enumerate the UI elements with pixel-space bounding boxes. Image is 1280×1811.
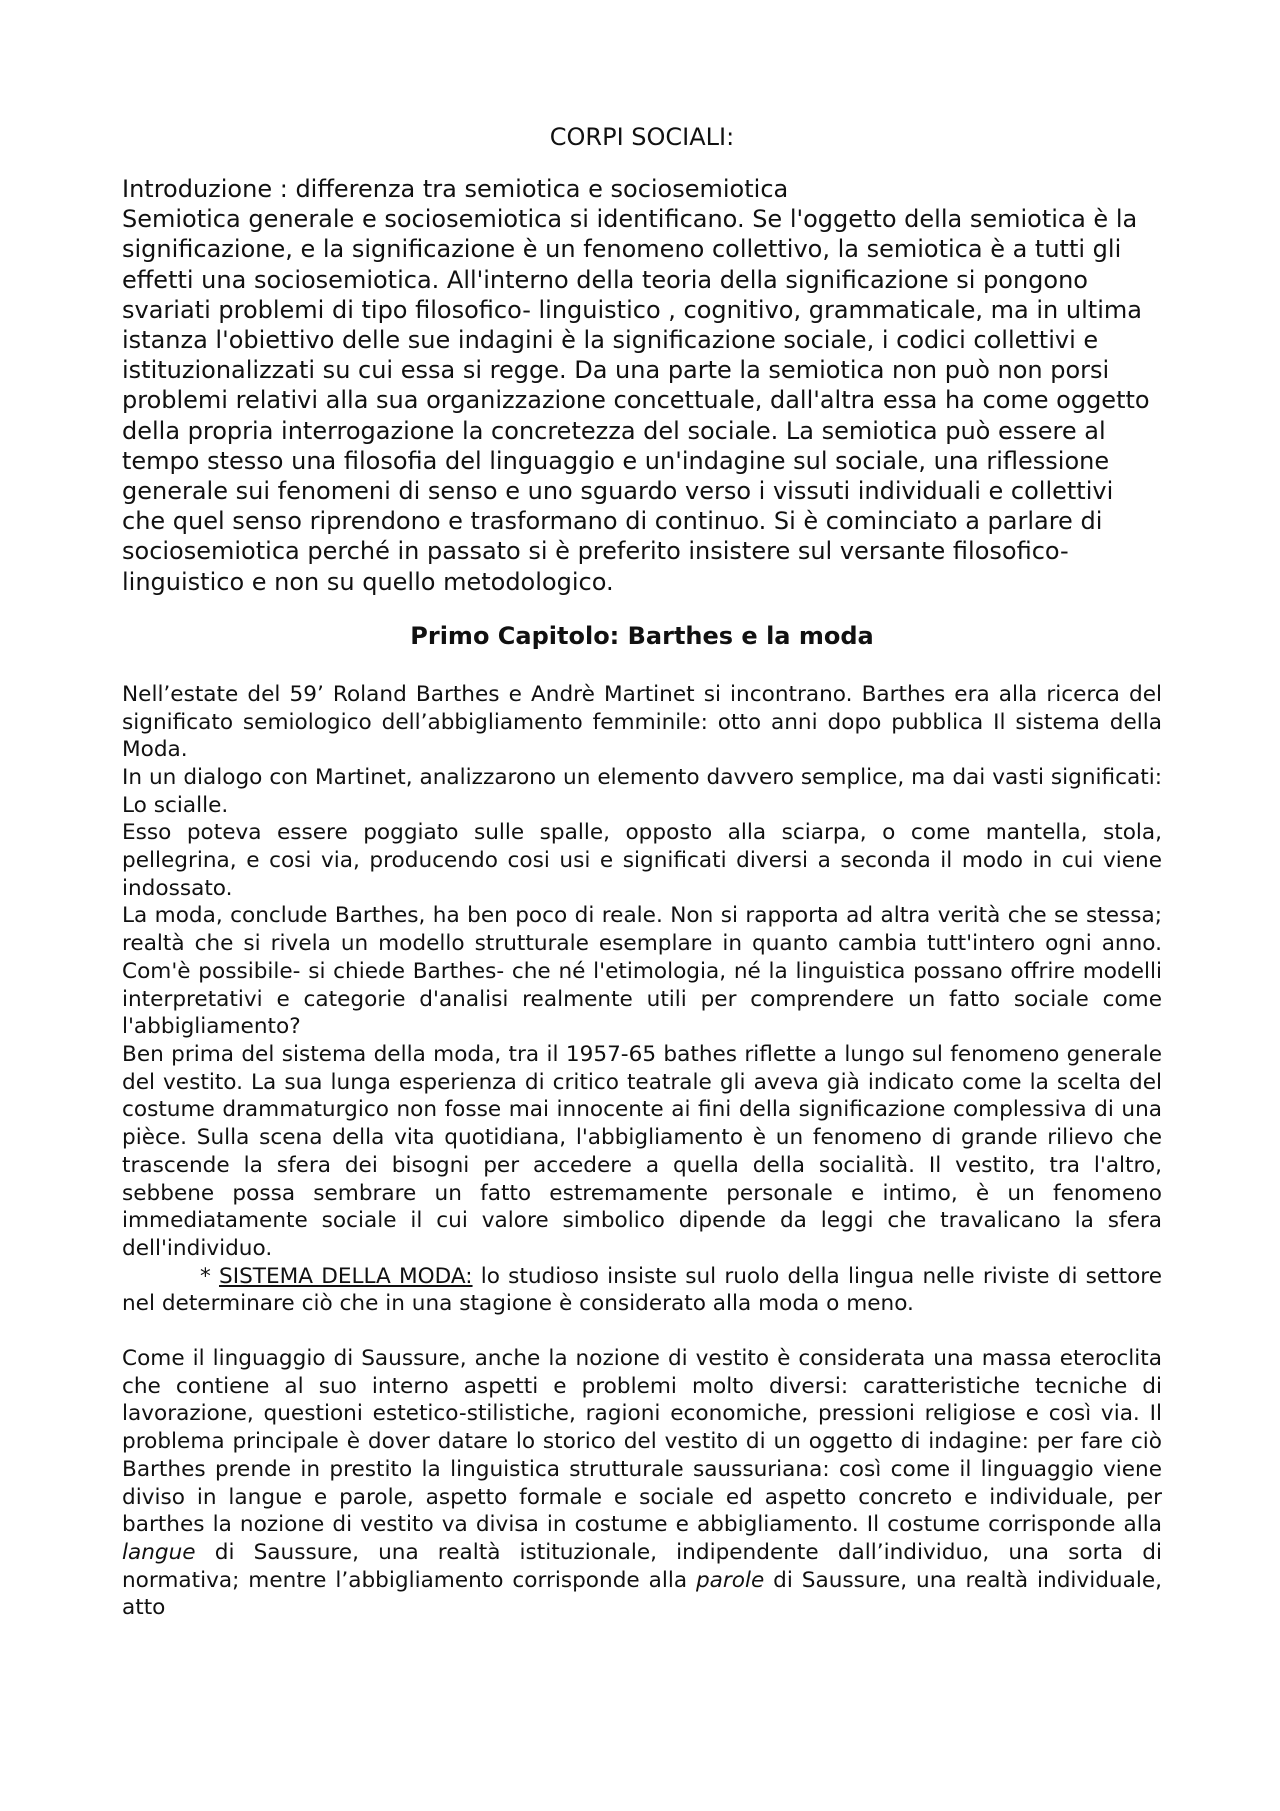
chapter-body [122,681,1162,1622]
chapter-title: Primo Capitolo: Barthes e la moda [410,621,874,650]
introduction-paragraph: Semiotica generale e sociosemiotica si identificano. Se l'oggetto della semiotica è la significazione, e la significazione è un fenomeno collettivo, la semiotica è a tutti gli effetti una sociosemiotica. All'interno della teoria della significazione si pongono svariati problemi di tipo filosofico- linguistico , cognitivo, grammaticale, ma in ultima istanza l'obiettivo delle sue indagini è la significazione sociale, i codici collettivi e istituzionalizzati su cui essa si regge. Da una parte la semiotica non può non porsi problemi relativi alla sua organizzazione concettuale, dall'altra essa ha come oggetto della propria interrogazione la concretezza del sociale. La semiotica può essere al tempo stesso una filosofia del linguaggio e un'indagine sul sociale, una riflessione generale sui fenomeni di senso e uno sguardo verso i vissuti individuali e collettivi che quel senso riprendono e trasformano di continuo. Si è cominciato a parlare di sociosemiotica perché in passato si è preferito insistere sul versante filosofico-linguistico e non su quello metodologico. [122,205,1150,596]
bullet-label: SISTEMA DELLA MODA: [219,1263,473,1289]
introduction-section [122,174,1162,597]
paragraph: Nell’estate del 59’ Roland Barthes e Andrè Martinet si incontrano. Barthes era alla ricerca del significato semiologico dell’abbigliamento femminile: otto anni dopo pubblica Il sistema della Moda. [122,681,1162,763]
paragraph: La moda, conclude Barthes, ha ben poco di reale. Non si rapporta ad altra verità che se stessa; realtà che si rivela un modello strutturale esemplare in quanto cambia tutt'intero ogni anno. Com'è possibile- si chiede Barthes- che né l'etimologia, né la linguistica possano offrire modelli interpretativi e categorie d'analisi realmente utili per comprendere un fatto sociale come l'abbigliamento? [122,903,1162,1040]
paragraph-spacer [122,1318,1162,1345]
paragraph-text: di Saussure, una realtà istituzionale, indipendente dall’individuo, una sorta di normativa; mentre l’abbigliamento corrisponde alla [122,1539,1162,1593]
document-content [122,122,1162,1622]
bullet-paragraph [122,1263,1162,1318]
italic-term: langue [122,1539,196,1565]
bullet-marker: * [200,1263,219,1289]
paragraph-text: Come il linguaggio di Saussure, anche la nozione di vestito è considerata una massa eteroclita che contiene al suo interno aspetti e problemi molto diversi: caratteristiche tecniche di lavorazione, questioni estetico-stilistiche, ragioni economiche, pressioni religiose e così via. Il problema principale è dover datare lo storico del vestito di un oggetto di indagine: per fare ciò Barthes prende in prestito la linguistica strutturale saussuriana: così come il linguaggio viene diviso in langue e parole, aspetto formale e sociale ed aspetto concreto e individuale, per barthes la nozione di vestito va divisa in costume e abbigliamento. Il costume corrisponde alla [122,1346,1162,1538]
introduction-heading: Introduzione : differenza tra semiotica e sociosemiotica [122,175,789,203]
paragraph [122,1345,1162,1622]
paragraph-text: di Saussure, una realtà individuale, atto [122,1567,1162,1621]
document-title: CORPI SOCIALI: [549,123,735,151]
italic-term: parole [695,1567,765,1593]
paragraph: Esso poteva essere poggiato sulle spalle, opposto alla sciarpa, o come mantella, stola, pellegrina, e cosi via, producendo cosi usi e significati diversi a seconda il modo in cui viene indossato. [122,820,1162,901]
paragraph: In un dialogo con Martinet, analizzarono un elemento davvero semplice, ma dai vasti significati: Lo scialle. [122,764,1162,818]
paragraph: Ben prima del sistema della moda, tra il 1957-65 bathes riflette a lungo sul fenomeno generale del vestito. La sua lunga esperienza di critico teatrale gli aveva già indicato come la scelta del costume drammaturgico non fosse mai innocente ai fini della significazione complessiva di una pièce. Sulla scena della vita quotidiana, l'abbigliamento è un fenomeno di grande rilievo che trascende la sfera dei bisogni per accedere a quella della socialità. Il vestito, tra l'altro, sebbene possa sembrare un fatto estremamente personale e intimo, è un fenomeno immediatamente sociale il cui valore simbolico dipende da leggi che travalicano la sfera dell'individuo. [122,1041,1162,1261]
bullet-text: lo studioso insiste sul ruolo della lingua nelle riviste di settore nel determinare ciò che in una stagione è considerato alla moda o meno. [122,1263,1162,1317]
